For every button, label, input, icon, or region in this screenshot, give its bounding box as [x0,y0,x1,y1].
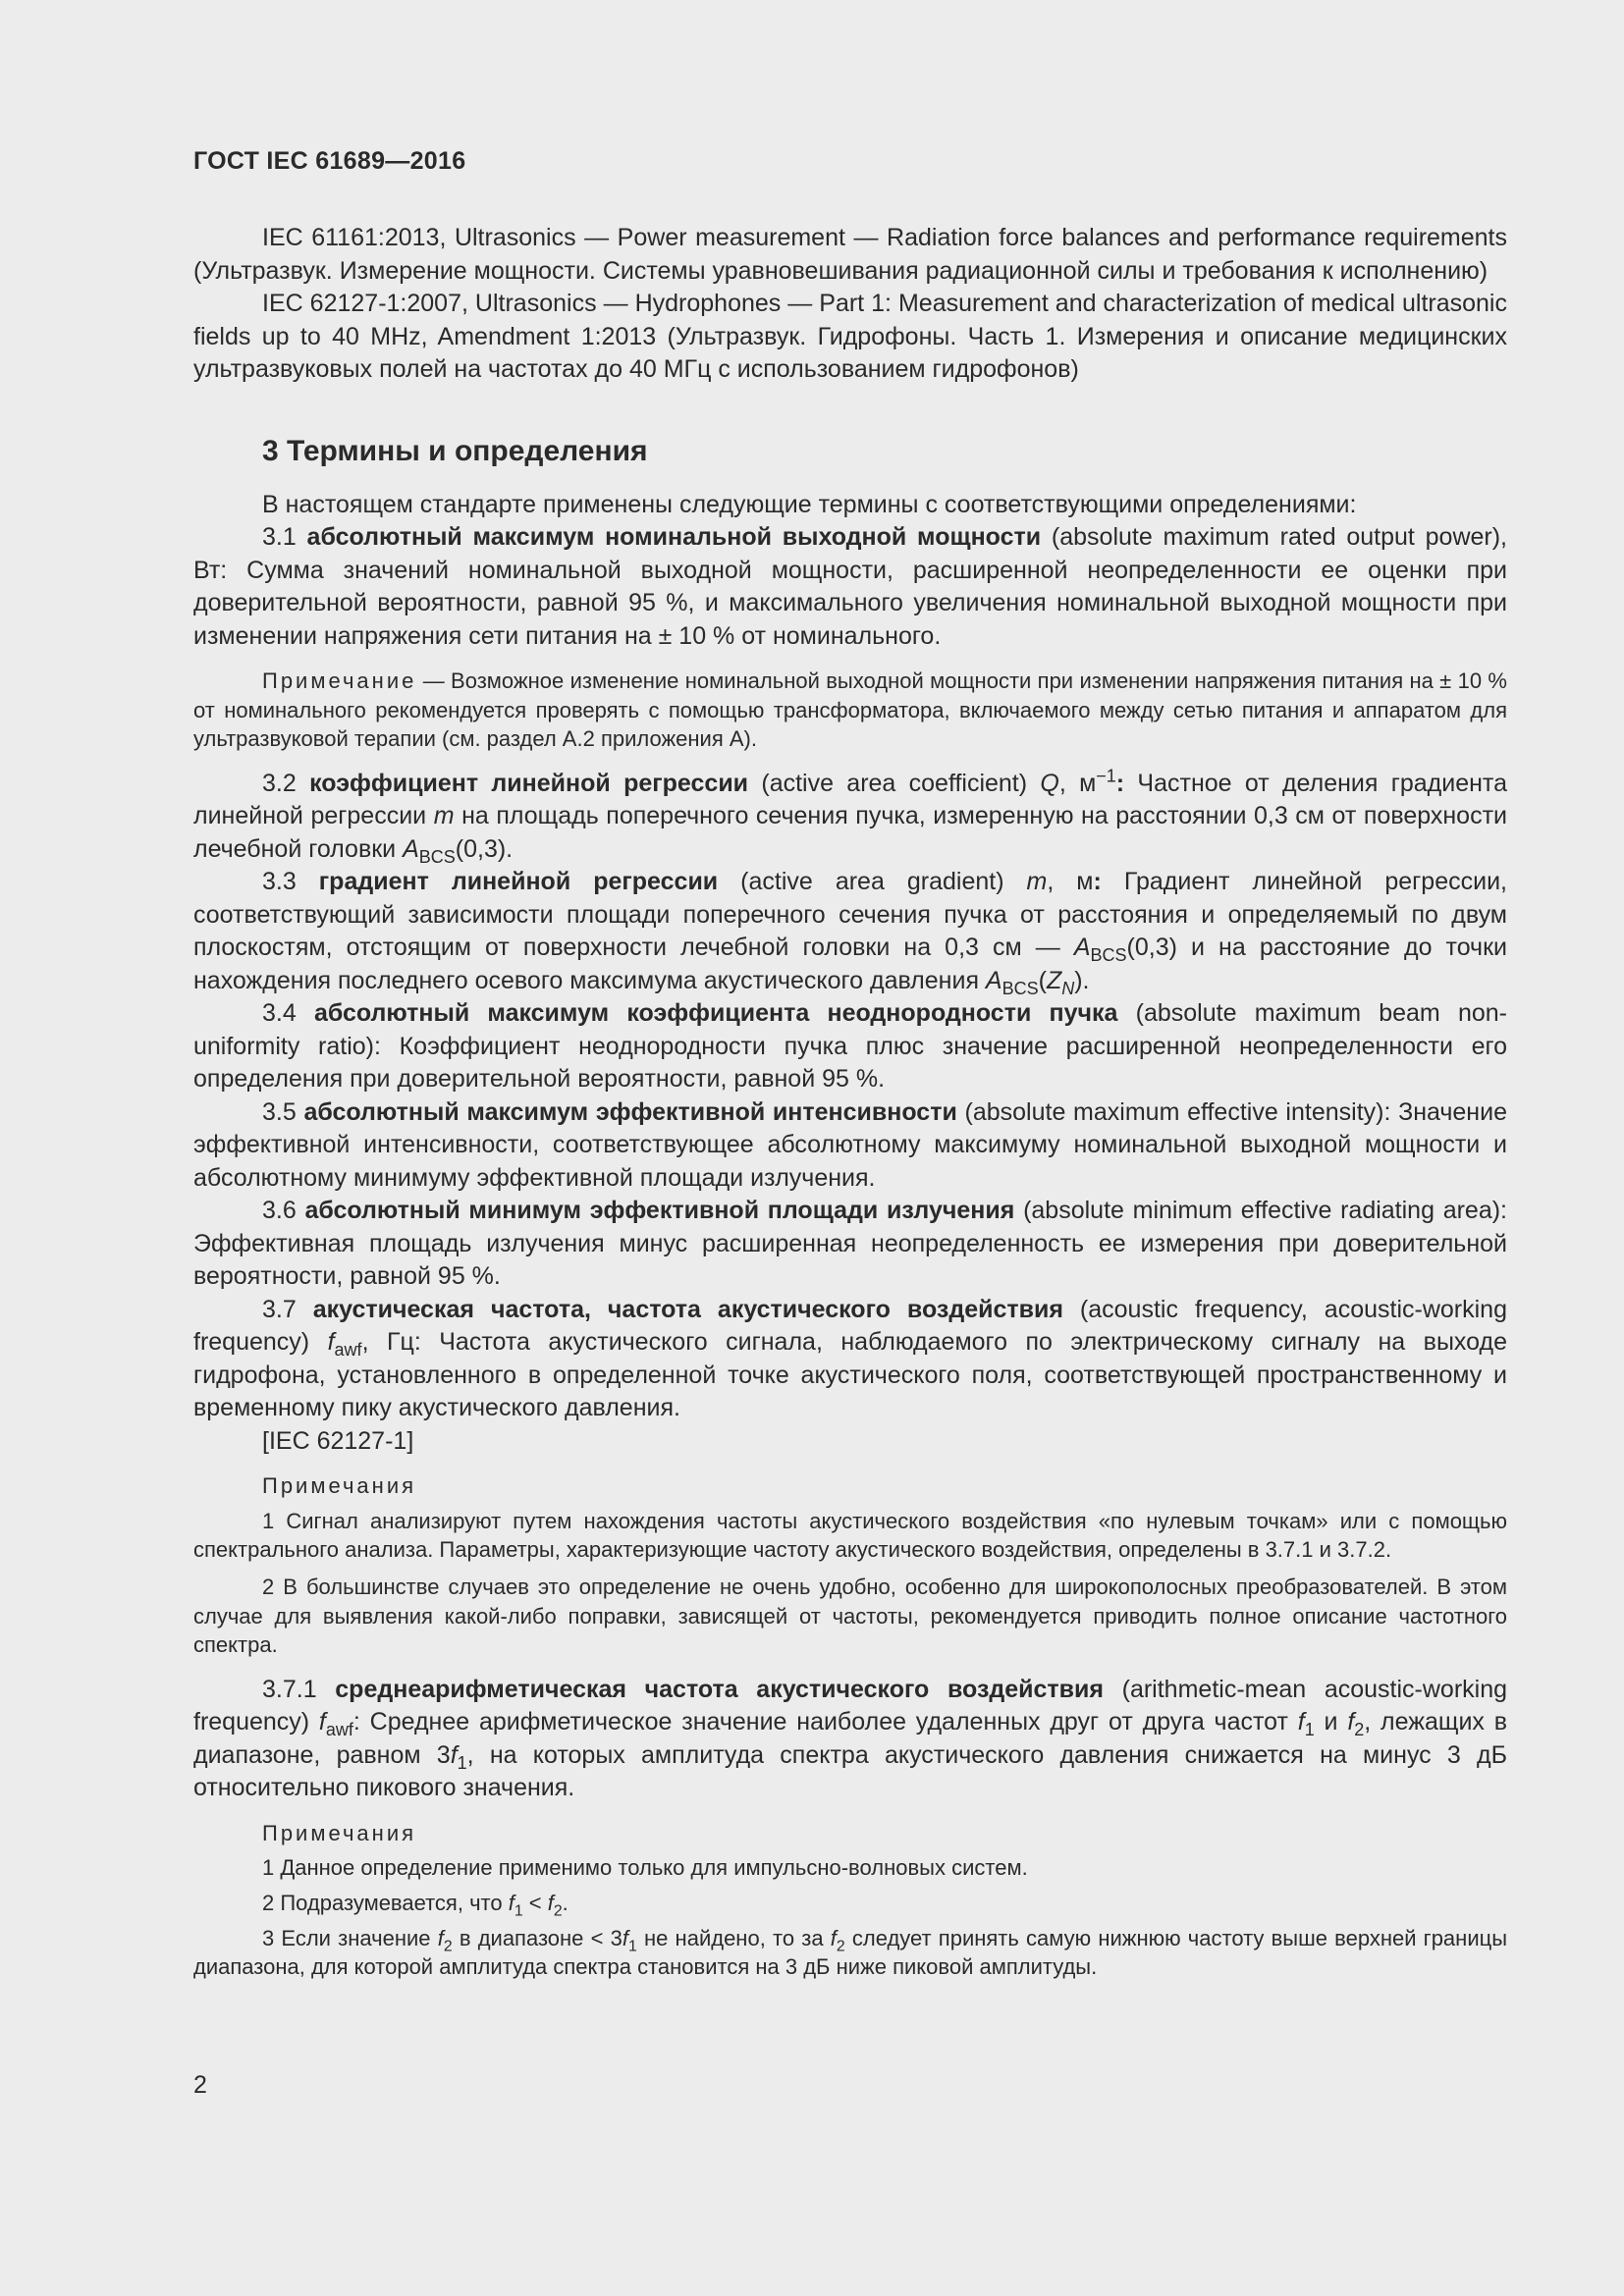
page-number: 2 [193,2071,207,2099]
document-body [193,222,1507,1982]
note-3-7-2: 2 В большинстве случаев это определение не очень удобно, особенно для широкополосных преобразователей. В этом случае для выявления какой-либо поправки, зависящей от частоты, рекомендуется приводить полное описание частотного спектра. [193,1575,1507,1658]
term-3-2: 3.2 коэффициент линейной регрессии (active area coefficient) Q, $м^{-1}$: Частное от деления градиента линейной регрессии m на площадь поперечного сечения пучка, измеренную на расстоянии 0,3 см от поверхности лечебной головки $A_{BCS}(0,3)$. [193,766,1507,867]
note-3-7-1-1: 1 Данное определение применимо только для импульсно-волновых систем. [262,1855,1028,1881]
term-3-1: 3.1 абсолютный максимум номинальной выходной мощности (absolute maximum rated output power), Вт: Сумма значений номинальной выходной мощности, расширенной неопределенности ее оценки при доверительной вероятности, равной 95 %, и максимального увеличения номинальной выходной мощности при изменении напряжения сети питания на ± 10 % от номинального. [193,523,1508,650]
term-3-6: 3.6 абсолютный минимум эффективной площади излучения (absolute minimum effective radiating area): Эффективная площадь излучения минус расширенная неопределенность ее измерения при доверительной вероятности, равной 95 %. [193,1197,1508,1291]
term-3-7-reference: [IEC 62127-1] [262,1426,414,1455]
section-heading: 3 Термины и определения [262,434,648,467]
term-3-4: 3.4 абсолютный максимум коэффициента неоднородности пучка (absolute maximum beam non-uniformity ratio): Коэффициент неоднородности пучка плюс значение расширенной неопределенности его определения при доверительной вероятности, равной 95 %. [193,999,1507,1094]
document-header: ГОСТ IEC 61689—2016 [193,147,466,175]
term-3-3: 3.3 градиент линейной регрессии (active area gradient) m, м: Градиент линейной регрессии, соответствующий зависимости площади поперечного сечения пучка от расстояния и определяемый по двум плоскостям, отстоящим от поверхности лечебной головки на 0,3 см — $A_{BCS}(0,3)$ и на расстояние до точки нахождения последнего осевого максимума акустического давления $A_{BCS}(Z_N)$. [193,868,1507,998]
notes-3-7-1-label: Примечания [262,1820,417,1845]
notes-3-7-label: Примечания [262,1473,417,1499]
note-3-7-1-2: 2 Подразумевается, что $f_1 < f_2$. [262,1891,568,1920]
term-3-7: 3.7 акустическая частота, частота акустического воздействия (acoustic frequency, acoustic-working frequency) $f_{awf}$, Гц: Частота акустического сигнала, наблюдаемого по электрическому сигналу на выходе гидрофона, установленного в определенной точке акустического поля, соответствующей пространственному и временному пику акустического давления. [193,1295,1507,1422]
note-3-1: Примечание — Возможное изменение номинальной выходной мощности при изменении напряжения питания на ± 10 % от номинального рекомендуется проверять с помощью трансформатора, включаемого между сетью питания и аппаратом для ультразвуковой терапии (см. раздел А.2 приложения А). [193,668,1507,752]
note-3-7-1: 1 Сигнал анализируют путем нахождения частоты акустического воздействия «по нулевым точкам» или с помощью спектрального анализа. Параметры, характеризующие частоту акустического воздействия, определены в 3.7.1 и 3.7.2. [193,1508,1507,1563]
section-intro: В настоящем стандарте применены следующие термины с соответствующими определениями: [262,490,1357,518]
term-3-7-1: 3.7.1 среднеарифметическая частота акустического воздействия (arithmetic-mean acoustic-working frequency) $f_{awf}$: Среднее арифметическое значение наиболее удаленных друг от друга частот $f_1$ и $f_2$, лежащих в диапазоне, равном $3f_1$, на которых амплитуда спектра акустического давления снижается на минус 3 дБ относительно пикового значения. [193,1675,1508,1802]
reference-iec-61161: IEC 61161:2013, Ultrasonics — Power measurement — Radiation force balances and performance requirements (Ультразвук. Измерение мощности. Системы уравновешивания радиационной силы и требования к исполнению) [193,224,1507,285]
reference-iec-62127: IEC 62127-1:2007, Ultrasonics — Hydrophones — Part 1: Measurement and characterization of medical ultrasonic fields up to 40 MHz, Amendment 1:2013 (Ультразвук. Гидрофоны. Часть 1. Измерения и описание медицинских ультразвуковых полей на частотах до 40 МГц с использованием гидрофонов) [193,290,1507,383]
note-3-7-1-3: 3 Если значение $f_2$ в диапазоне < $3f_1$ не найдено, то за $f_2$ следует принять самую нижнюю частоту выше верхней границы диапазона, для которой амплитуда спектра становится на 3 дБ ниже пиковой амплитуды. [193,1925,1508,1980]
term-3-5: 3.5 абсолютный максимум эффективной интенсивности (absolute maximum effective intensity): Значение эффективной интенсивности, соответствующее абсолютному максимуму номинальной выходной мощности и абсолютному минимуму эффективной площади излучения. [193,1097,1507,1192]
